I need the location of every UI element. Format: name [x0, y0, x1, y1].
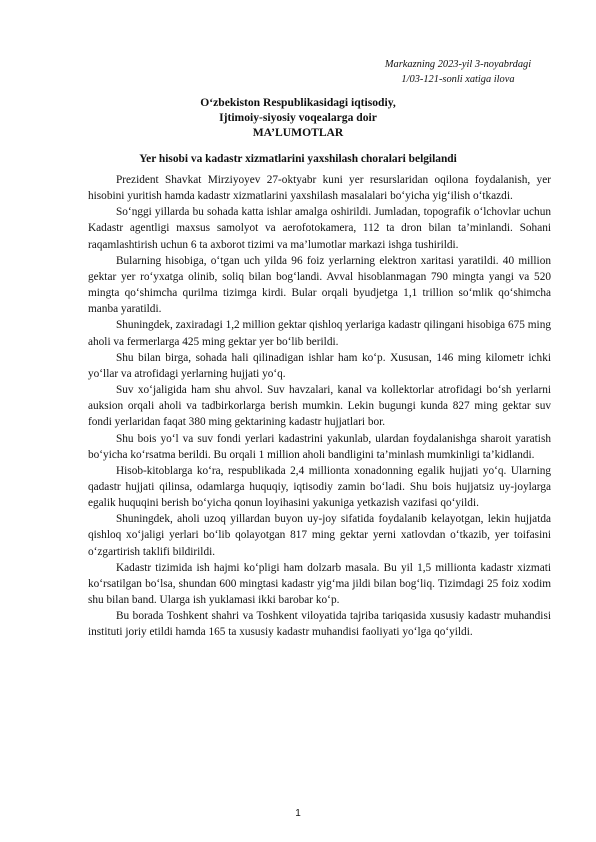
document-heading	[0, 95, 596, 140]
paragraph: Bularning hisobiga, o‘tgan uch yilda 96 foiz yerlarning elektron xaritasi yaratildi. 40 million gektar yer ro‘yxatga olinib, soliq bilan bog‘landi. Avval hisoblanmagan 790 mingta yangi va 520 mingta qo‘shimcha qurilma tizimga kirdi. Bular orqali byudjetga 1,1 trillion so‘mlik qo‘shimcha manba yaratildi.	[88, 254, 551, 316]
paragraph: So‘nggi yillarda bu sohada katta ishlar amalga oshirildi. Jumladan, topografik o‘lchovlar uchun Kadastr agentligi maxsus samolyot va aerofotokamera, 112 ta dron bilan ta’minlandi. Sohani raqamlashtirish uchun 6 ta axborot tizimi va ma’lumotlar markazi ishga tushirildi.	[88, 206, 551, 251]
paragraph: Shuningdek, zaxiradagi 1,2 million gektar qishloq yerlariga kadastr qilingani hisobiga 675 ming aholi va fermerlarga 425 ming gektar yer bo‘lib berildi.	[88, 319, 551, 348]
paragraph: Shuningdek, aholi uzoq yillardan buyon uy-joy sifatida foydalanib kelayotgan, lekin hujjatda qishloq xo‘jaligi yerlari bo‘lib qolayotgan 817 ming gektar yerni xatlovdan o‘tkazib, yer toifasini o‘zgartirish taklifi bildirildi.	[88, 513, 551, 558]
page-number: 1	[295, 808, 301, 819]
article-body	[88, 172, 551, 641]
heading-line-1: O‘zbekiston Respublikasidagi iqtisodiy,	[200, 96, 396, 109]
attachment-reference	[358, 57, 558, 87]
paragraph: Shu bilan birga, sohada hali qilinadigan ishlar ham ko‘p. Xususan, 146 ming kilometr ichki yo‘llar va atrofidagi yerlarning hujjati yo‘q.	[88, 351, 551, 380]
article-title: Yer hisobi va kadastr xizmatlarini yaxshilash choralari belgilandi	[139, 153, 457, 165]
paragraph: Shu bois yo‘l va suv fondi yerlari kadastrini yakunlab, ulardan foydalanishga sharoit yaratish bo‘yicha ko‘rsatma berildi. Bu orqali 1 million aholi bandligini ta’minlash mumkinligi ta’kidlandi.	[88, 432, 551, 461]
reference-line-1: Markazning 2023-yil 3-noyabrdagi	[384, 59, 532, 70]
paragraph: Bu borada Toshkent shahri va Toshkent viloyatida tajriba tariqasida xususiy kadastr muhandisi instituti joriy etildi hamda 165 ta xususiy kadastr muhandisi faoliyati yo‘lga qo‘yildi.	[88, 610, 551, 639]
reference-line-2: 1/03-121-sonli xatiga ilova	[401, 74, 515, 85]
heading-line-3: MA’LUMOTLAR	[252, 126, 344, 139]
paragraph: Suv xo‘jaligida ham shu ahvol. Suv havzalari, kanal va kollektorlar atrofidagi bo‘sh yerlarni auksion orqali aholi va tadbirkorlarga berish mumkin. Lekin bugungi kunda 827 ming gektar suv fondi yerlaridan faqat 380 ming gektarining kadastr hujjatlari bor.	[88, 384, 551, 429]
paragraph: Hisob-kitoblarga ko‘ra, respublikada 2,4 millionta xonadonning egalik hujjati yo‘q. Ularning qadastr hujjati qilinsa, odamlarga huquqiy, iqtisodiy zamin bo‘ladi. Shu bois hujjatsiz uy-joylarga egalik huquqini berish bo‘yicha qonun loyihasini yakuniga yetkazish vazifasi qo‘yildi.	[88, 464, 551, 510]
heading-line-2: Ijtimoiy-siyosiy voqealarga doir	[219, 111, 377, 124]
paragraph: Kadastr tizimida ish hajmi ko‘pligi ham dolzarb masala. Bu yil 1,5 millionta kadastr xizmati ko‘rsatilgan bo‘lsa, shundan 600 mingtasi kadastr yig‘ma jildi bilan bog‘liq. Tizimdagi 25 foiz xodim shu bilan band. Ularga ish yuklamasi ikki barobar ko‘p.	[88, 561, 551, 607]
paragraph: Prezident Shavkat Mirziyoyev 27-oktyabr kuni yer resurslaridan oqilona foydalanish, yer hisobini yuritish hamda kadastr xizmatlarini yaxshilash masalalari bo‘yicha yig‘ilish o‘tkazdi.	[88, 174, 551, 203]
